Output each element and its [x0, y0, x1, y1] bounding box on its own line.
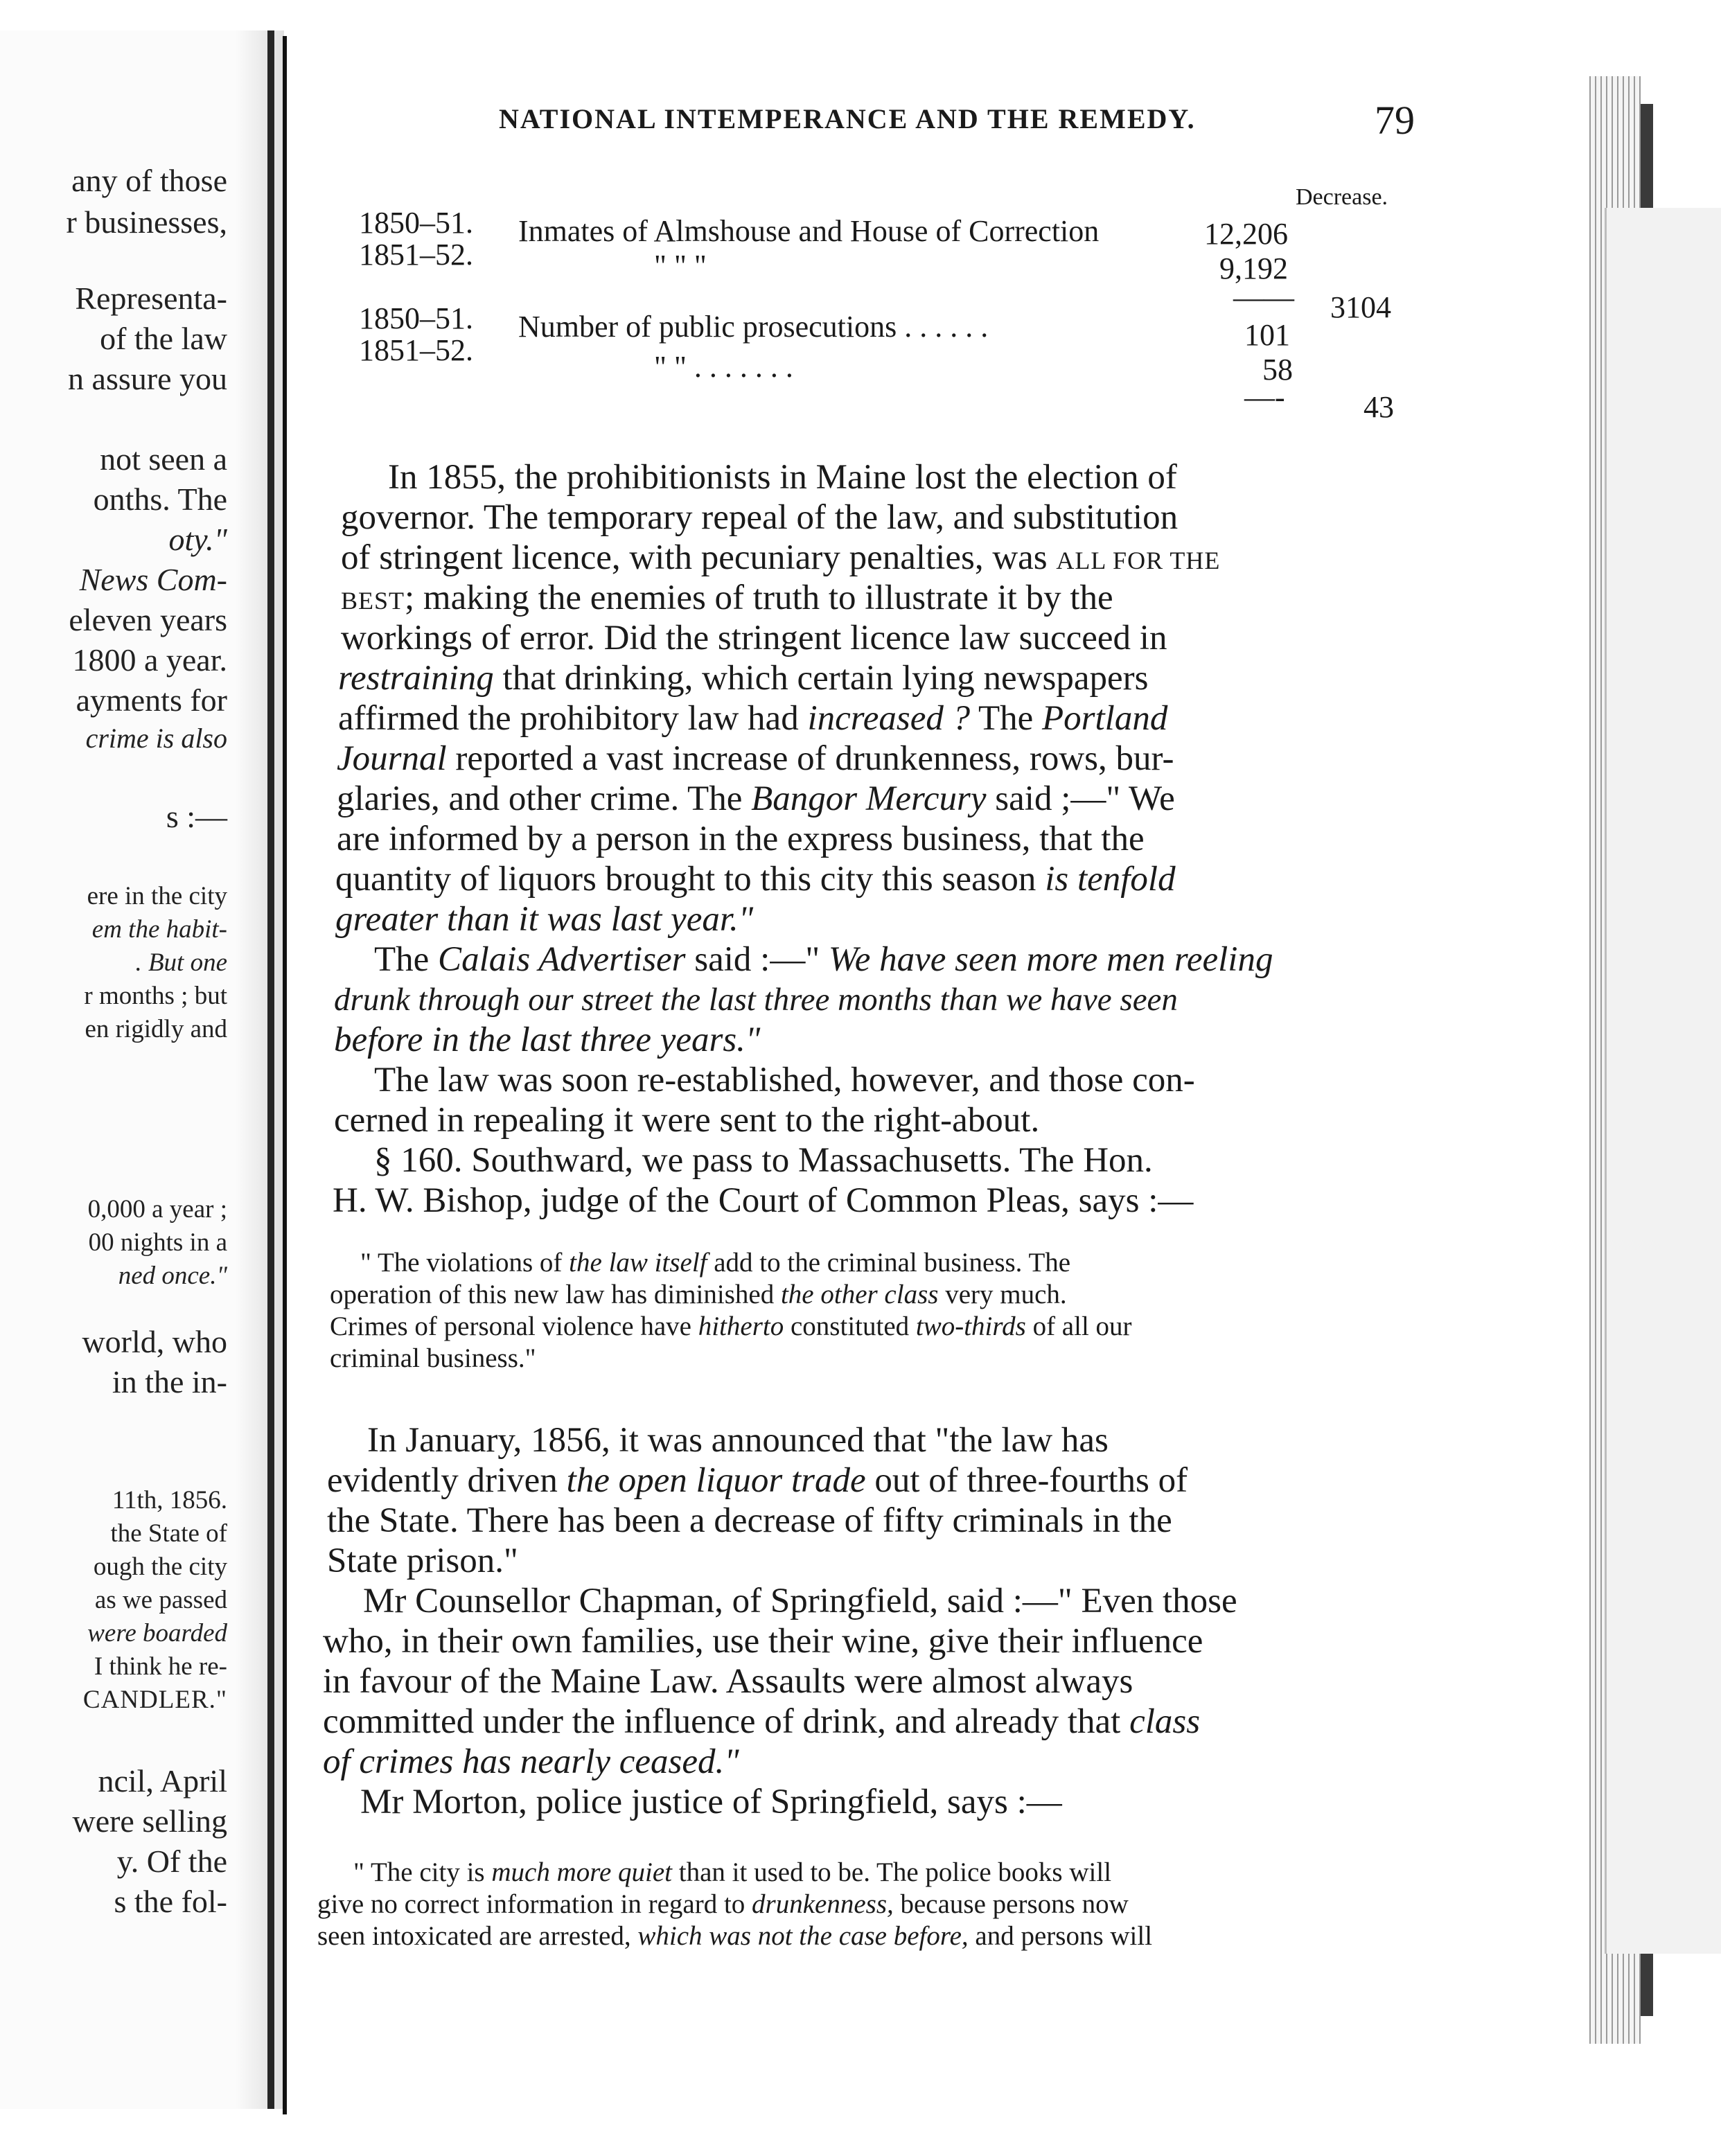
left-line: 1800 a year. [72, 642, 227, 678]
text-line: Mr Morton, police justice of Springfield, says :— [360, 1783, 1062, 1821]
left-line: 0,000 a year ; [87, 1195, 227, 1223]
left-line: Representa- [75, 281, 227, 316]
left-line: s the fol- [114, 1884, 227, 1919]
text-line: are informed by a person in the express business, that the [337, 820, 1145, 858]
quote-line: Crimes of personal violence have hitherto constituted two-thirds of all our [330, 1311, 1132, 1341]
left-line: r months ; but [84, 982, 227, 1010]
quote-line: " The city is much more quiet than it used to be. The police books will [353, 1857, 1112, 1887]
left-line: ncil, April [98, 1763, 227, 1799]
left-line: ere in the city [87, 882, 227, 910]
text-line: restraining that drinking, which certain lying newspapers [338, 659, 1149, 698]
table-year: 1850–51. [359, 206, 473, 240]
left-line: I think he re- [94, 1652, 227, 1681]
left-line: world, who [82, 1324, 227, 1359]
left-line: crime is also [85, 723, 227, 754]
text-line: In January, 1856, it was announced that "the law has [367, 1421, 1109, 1460]
table-label: " " " [654, 249, 707, 283]
text-line: evidently driven the open liquor trade out of three-fourths of [327, 1461, 1188, 1500]
text-line: in favour of the Maine Law. Assaults were almost always [323, 1662, 1133, 1701]
table-rule: —- [1244, 380, 1285, 414]
text-line: H. W. Bishop, judge of the Court of Common Pleas, says :— [333, 1181, 1194, 1220]
left-line: ned once." [118, 1262, 227, 1290]
quote-line: give no correct information in regard to drunkenness, because persons now [317, 1889, 1129, 1919]
text-line: The Calais Advertiser said :—" We have seen more men reeling [374, 940, 1273, 979]
quote-line: criminal business." [330, 1343, 536, 1373]
text-line: of crimes has nearly ceased." [323, 1742, 739, 1781]
quote-line: seen intoxicated are arrested, which was not the case before, and persons will [317, 1921, 1153, 1951]
gutter-shadow [236, 30, 284, 2109]
previous-page-fragment [0, 30, 274, 2109]
table-label: Number of public prosecutions . . . . . . [518, 310, 989, 344]
decrease-header: Decrease. [1296, 184, 1388, 210]
left-line: 00 nights in a [88, 1228, 227, 1257]
page-number: 79 [1375, 98, 1415, 143]
left-line: r businesses, [66, 204, 227, 240]
left-line: any of those [71, 163, 227, 198]
table-value: 58 [1262, 353, 1293, 387]
left-line: not seen a [100, 441, 227, 477]
left-line: em the habit- [91, 915, 227, 944]
text-line: In 1855, the prohibitionists in Maine lost the election of [388, 458, 1177, 497]
text-line: greater than it was last year." [335, 900, 754, 939]
next-page-edge [1605, 208, 1721, 1954]
text-line: quantity of liquors brought to this city this season is tenfold [335, 860, 1176, 899]
text-line: The law was soon re-established, however, and those con- [374, 1061, 1195, 1099]
text-line: committed under the influence of drink, and already that class [323, 1702, 1201, 1741]
quote-line: operation of this new law has diminished the other class very much. [330, 1280, 1067, 1309]
left-line: were selling [72, 1803, 227, 1839]
section-160-line: § 160. Southward, we pass to Massachusetts. The Hon. [374, 1141, 1153, 1180]
text-line: governor. The temporary repeal of the law, and substitution [341, 498, 1179, 537]
table-year: 1850–51. [359, 301, 473, 335]
text-line: of stringent licence, with pecuniary penalties, was ALL FOR THE [341, 538, 1221, 577]
text-line: the State. There has been a decrease of fifty criminals in the [327, 1501, 1172, 1540]
table-decrease: 43 [1363, 390, 1394, 424]
left-line: the State of [110, 1519, 227, 1548]
left-line: n assure you [68, 361, 227, 396]
table-year: 1851–52. [359, 333, 473, 367]
text-line: workings of error. Did the stringent licence law succeed in [341, 619, 1167, 657]
running-title: NATIONAL INTEMPERANCE AND THE REMEDY. [499, 103, 1196, 134]
left-line: s :— [166, 799, 227, 834]
table-year: 1851–52. [359, 238, 473, 272]
left-line: ayments for [76, 682, 227, 718]
text-line: Mr Counsellor Chapman, of Springfield, said :—" Even those [363, 1582, 1237, 1620]
left-line: of the law [100, 321, 227, 356]
left-line: CANDLER." [82, 1686, 227, 1714]
table-label: Inmates of Almshouse and House of Correction [518, 214, 1100, 248]
table-rule: —— [1233, 281, 1294, 315]
quote-line: " The violations of the law itself add to the criminal business. The [360, 1248, 1071, 1278]
text-line: before in the last three years." [334, 1020, 761, 1059]
table-label: " " . . . . . . . [654, 350, 793, 384]
left-line: were boarded [87, 1619, 227, 1647]
left-line: in the in- [112, 1364, 227, 1399]
left-line: 11th, 1856. [112, 1486, 227, 1514]
left-line: ough the city [93, 1553, 227, 1581]
left-line: News Com- [79, 562, 227, 597]
text-line: BEST; making the enemies of truth to illustrate it by the [341, 578, 1113, 617]
table-value: 9,192 [1219, 251, 1288, 285]
text-line: glaries, and other crime. The Bangor Mercury said ;—" We [337, 779, 1175, 818]
left-line: . But one [135, 948, 227, 977]
left-line: en rigidly and [85, 1015, 227, 1043]
text-line: Journal reported a vast increase of drunkenness, rows, bur- [337, 739, 1174, 778]
table-decrease: 3104 [1330, 290, 1391, 324]
left-line: eleven years [69, 602, 227, 637]
left-line: as we passed [94, 1586, 227, 1614]
text-line: State prison." [327, 1541, 518, 1580]
left-line: oty." [168, 522, 227, 557]
left-line: y. Of the [116, 1844, 227, 1879]
left-line: onths. The [93, 481, 227, 517]
text-line: who, in their own families, use their wine, give their influence [323, 1622, 1203, 1661]
text-line: affirmed the prohibitory law had increased ? The Portland [338, 699, 1168, 738]
table-value: 101 [1244, 318, 1290, 352]
text-line: cerned in repealing it were sent to the right-about. [334, 1101, 1040, 1140]
text-line: drunk through our street the last three months than we have seen [334, 982, 1178, 1018]
table-value: 12,206 [1204, 217, 1288, 251]
